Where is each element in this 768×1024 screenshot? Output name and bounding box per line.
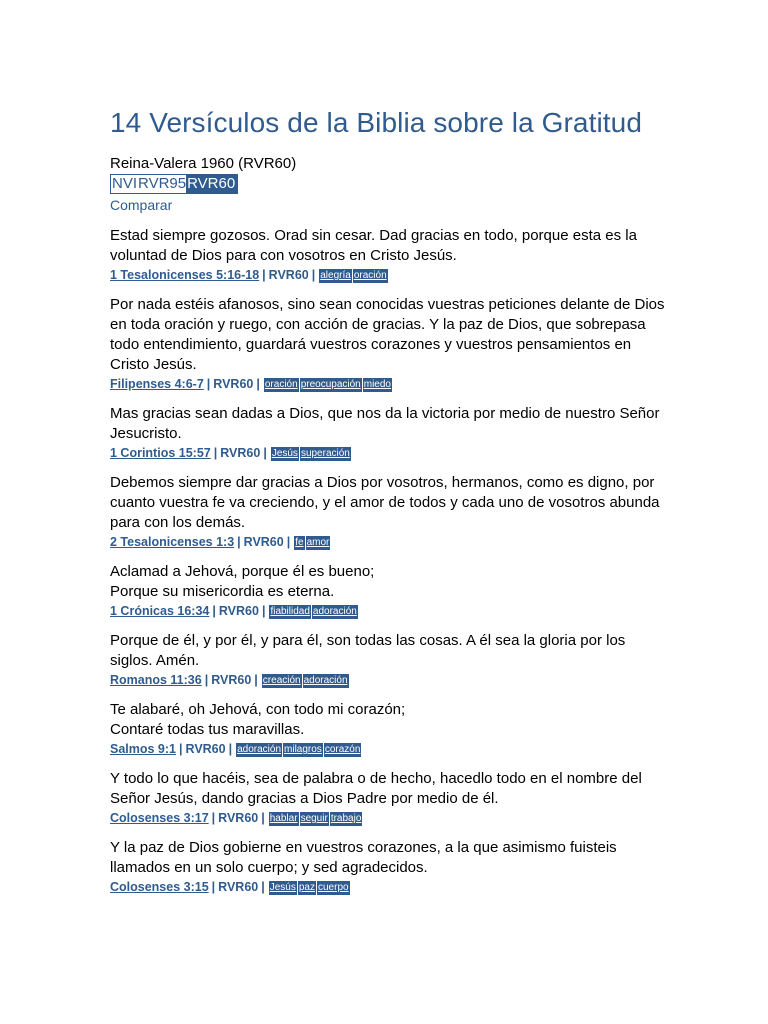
verse-meta bbox=[110, 878, 670, 896]
verse-version: RVR60 bbox=[211, 673, 252, 687]
separator: | bbox=[286, 535, 291, 549]
verse-text-line: Porque su misericordia es eterna. bbox=[110, 583, 335, 600]
verse-meta bbox=[110, 375, 670, 393]
verse-meta bbox=[110, 602, 670, 620]
verse-reference-link[interactable]: 2 Tesalonicenses 1:3 bbox=[110, 535, 235, 549]
verse-version: RVR60 bbox=[185, 742, 226, 756]
separator: | bbox=[179, 742, 183, 756]
separator: | bbox=[206, 377, 211, 391]
separator: | bbox=[211, 811, 216, 825]
topic-tag[interactable]: amor bbox=[306, 537, 330, 548]
verse-text bbox=[110, 562, 670, 602]
page-title: 14 Versículos de la Biblia sobre la Gratitud bbox=[110, 107, 643, 138]
verse-text bbox=[110, 838, 670, 878]
verse-text bbox=[110, 700, 670, 740]
verse-reference-link[interactable]: Colosenses 3:15 bbox=[110, 880, 209, 894]
verse-text bbox=[110, 631, 670, 671]
verse-list bbox=[110, 226, 670, 896]
verse-text-line: Estad siempre gozosos. Orad sin cesar. Dad gracias en todo, porque esta es la voluntad de Dios para con vosotros en Cristo Jesús. bbox=[110, 227, 637, 264]
verse-entry bbox=[110, 769, 670, 827]
separator: | bbox=[212, 604, 216, 618]
verse-text-line: Y la paz de Dios gobierne en vuestros corazones, a la que asimismo fuisteis llamados en un solo cuerpo; y sed agradecidos. bbox=[110, 839, 617, 876]
verse-entry bbox=[110, 295, 670, 393]
verse-text bbox=[110, 226, 670, 266]
verse-text-line: Debemos siempre dar gracias a Dios por vosotros, hermanos, como es digno, por cuanto vuestra fe va creciendo, y el amor de todos y cada uno de vosotros abunda para con los demás. bbox=[110, 474, 660, 531]
verse-reference-link[interactable]: Colosenses 3:17 bbox=[110, 811, 209, 825]
verse-meta bbox=[110, 533, 670, 551]
separator: | bbox=[256, 377, 260, 391]
verse-entry bbox=[110, 473, 670, 551]
topic-tag[interactable]: oración bbox=[264, 379, 298, 390]
version-tab-rvr60[interactable]: RVR60 bbox=[187, 175, 236, 192]
separator: | bbox=[237, 535, 241, 549]
verse-meta bbox=[110, 809, 670, 827]
version-tab-rvr95[interactable]: RVR95 bbox=[138, 175, 187, 192]
separator: | bbox=[261, 811, 265, 825]
verse-entry bbox=[110, 562, 670, 620]
separator: | bbox=[262, 268, 266, 282]
topic-tag[interactable]: fe bbox=[295, 537, 304, 548]
verse-entry bbox=[110, 226, 670, 284]
verse-text-line: Por nada estéis afanosos, sino sean conocidas vuestras peticiones delante de Dios en toda oración y ruego, con acción de gracias. Y la paz de Dios, que sobrepasa todo entendimiento, guardará vuestros corazones y vuestros pensamientos en Cristo Jesús. bbox=[110, 296, 665, 373]
content-column bbox=[110, 104, 670, 896]
separator: | bbox=[311, 268, 316, 282]
verse-reference-link[interactable]: Romanos 11:36 bbox=[110, 673, 202, 687]
verse-text bbox=[110, 404, 670, 444]
separator: | bbox=[211, 880, 216, 894]
version-tabs bbox=[110, 174, 238, 194]
topic-tag[interactable]: trabajo bbox=[330, 813, 362, 824]
topic-tag[interactable]: paz bbox=[298, 882, 315, 893]
verse-reference-link[interactable]: 1 Crónicas 16:34 bbox=[110, 604, 210, 618]
topic-tag[interactable]: creación bbox=[262, 675, 301, 686]
verse-entry bbox=[110, 631, 670, 689]
verse-reference-link[interactable]: 1 Corintios 15:57 bbox=[110, 446, 211, 460]
version-name: Reina-Valera 1960 (RVR60) bbox=[110, 155, 297, 172]
verse-version: RVR60 bbox=[218, 880, 259, 894]
topic-tag[interactable]: corazón bbox=[324, 744, 361, 755]
verse-entry bbox=[110, 700, 670, 758]
separator: | bbox=[204, 673, 209, 687]
verse-text-line: Contaré todas tus maravillas. bbox=[110, 721, 305, 738]
verse-version: RVR60 bbox=[213, 377, 254, 391]
verse-text-line: Porque de él, y por él, y para él, son todas las cosas. A él sea la gloria por los siglos. Amén. bbox=[110, 632, 626, 669]
topic-tag[interactable]: oración bbox=[353, 270, 387, 281]
compare-link[interactable]: Comparar bbox=[110, 197, 173, 213]
topic-tag[interactable]: adoración bbox=[237, 744, 282, 755]
verse-entry bbox=[110, 404, 670, 462]
topic-tag[interactable]: superación bbox=[300, 448, 350, 459]
separator: | bbox=[254, 673, 258, 687]
verse-reference-link[interactable]: Salmos 9:1 bbox=[110, 742, 177, 756]
topic-tag[interactable]: fiabilidad bbox=[270, 606, 310, 617]
verse-version: RVR60 bbox=[218, 811, 259, 825]
topic-tag[interactable]: adoración bbox=[303, 675, 348, 686]
verse-text bbox=[110, 295, 670, 375]
verse-reference-link[interactable]: 1 Tesalonicenses 5:16-18 bbox=[110, 268, 260, 282]
verse-text bbox=[110, 769, 670, 809]
separator: | bbox=[213, 446, 218, 460]
verse-version: RVR60 bbox=[243, 535, 284, 549]
topic-tag[interactable]: cuerpo bbox=[318, 882, 349, 893]
topic-tag[interactable]: miedo bbox=[363, 379, 391, 390]
verse-meta bbox=[110, 740, 670, 758]
verse-meta bbox=[110, 266, 670, 284]
verse-version: RVR60 bbox=[268, 268, 309, 282]
separator: | bbox=[263, 446, 267, 460]
separator: | bbox=[261, 880, 265, 894]
verse-version: RVR60 bbox=[218, 604, 259, 618]
verse-text-line: Te alabaré, oh Jehová, con todo mi corazón; bbox=[110, 701, 406, 718]
version-tab-nvi[interactable]: NVI bbox=[112, 175, 138, 192]
topic-tag[interactable]: Jesús bbox=[271, 448, 298, 459]
separator: | bbox=[228, 742, 233, 756]
verse-reference-link[interactable]: Filipenses 4:6-7 bbox=[110, 377, 204, 391]
topic-tag[interactable]: adoración bbox=[312, 606, 357, 617]
topic-tag[interactable]: hablar bbox=[269, 813, 298, 824]
topic-tag[interactable]: seguir bbox=[300, 813, 328, 824]
verse-text-line: Y todo lo que hacéis, sea de palabra o de hecho, hacedlo todo en el nombre del Señor Jesús, dando gracias a Dios Padre por medio de él. bbox=[110, 770, 642, 807]
topic-tag[interactable]: preocupación bbox=[300, 379, 361, 390]
topic-tag[interactable]: Jesús bbox=[269, 882, 296, 893]
topic-tag[interactable]: milagros bbox=[284, 744, 322, 755]
verse-meta bbox=[110, 671, 670, 689]
verse-text-line: Mas gracias sean dadas a Dios, que nos da la victoria por medio de nuestro Señor Jesucristo. bbox=[110, 405, 660, 442]
topic-tag[interactable]: alegría bbox=[320, 270, 351, 281]
verse-text-line: Aclamad a Jehová, porque él es bueno; bbox=[110, 563, 375, 580]
separator: | bbox=[261, 604, 266, 618]
verse-text bbox=[110, 473, 670, 533]
verse-version: RVR60 bbox=[220, 446, 261, 460]
verse-meta bbox=[110, 444, 670, 462]
verse-entry bbox=[110, 838, 670, 896]
